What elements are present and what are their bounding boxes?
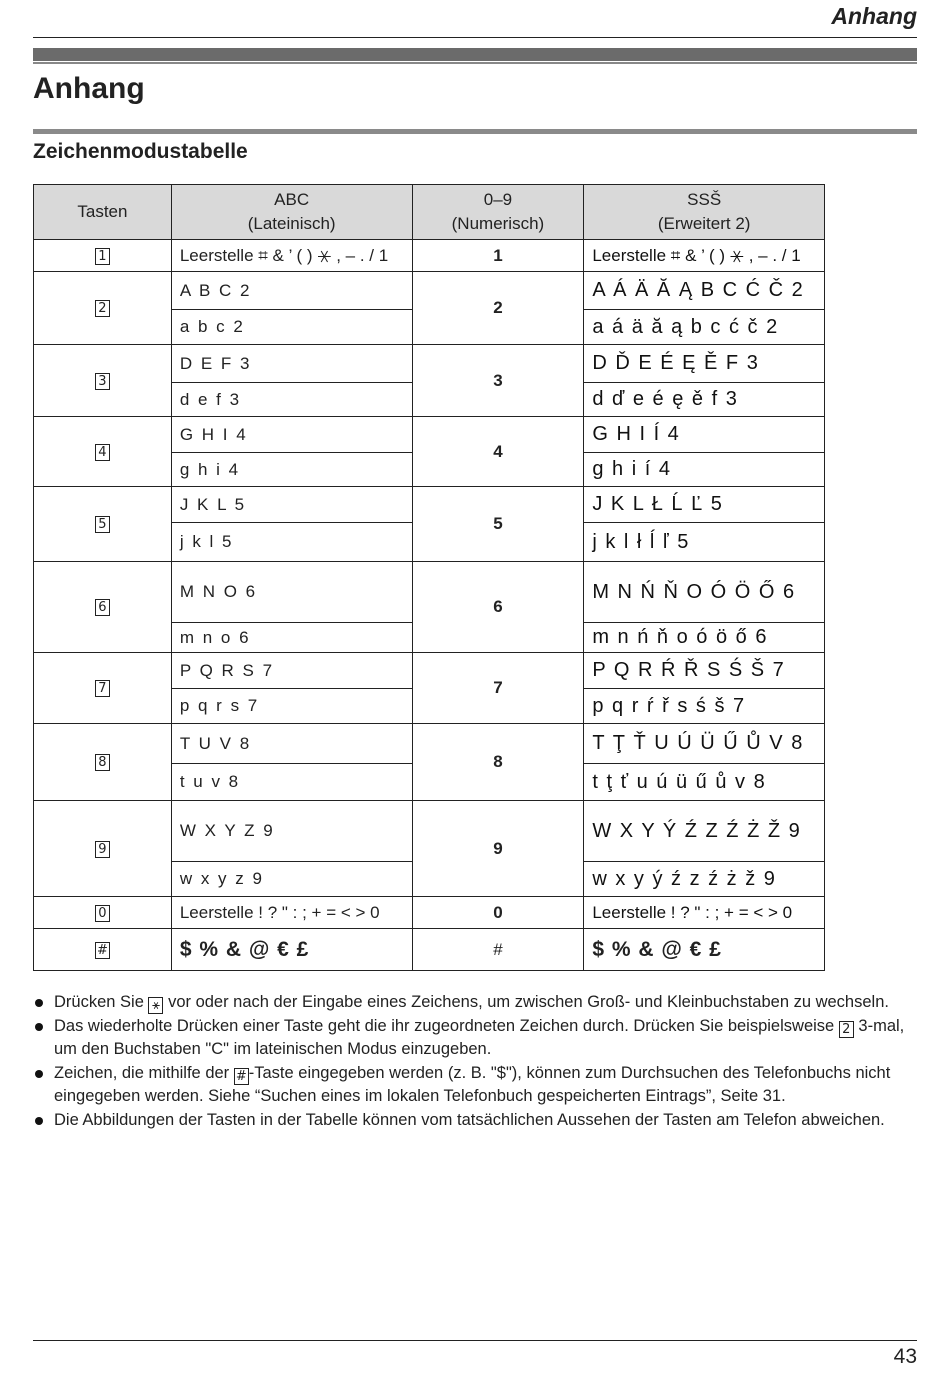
table-row — [34, 487, 825, 523]
extended-lower-cell: a á ä ă ą b c ć č 2 — [584, 310, 825, 345]
numeric-cell: 0 — [412, 897, 584, 929]
extended-lower-cell: j k l ł ĺ ľ 5 — [584, 523, 825, 562]
latin-lower-cell: j k l 5 — [171, 523, 412, 562]
key-3-icon: 3 — [95, 373, 110, 390]
table-row — [34, 653, 825, 689]
extended-upper-cell: J K L Ł Ĺ Ľ 5 — [584, 487, 825, 523]
key-cell — [34, 562, 172, 653]
table-row — [34, 897, 825, 929]
latin-lower-cell: t u v 8 — [171, 764, 412, 801]
numeric-cell: 3 — [412, 345, 584, 417]
key-2-icon: 2 — [95, 300, 110, 317]
note-text: Drücken Sie — [54, 993, 144, 1011]
chapter-title: Anhang — [33, 72, 145, 105]
note-item — [33, 1062, 923, 1109]
table-row — [34, 417, 825, 453]
latin-cell: $ % & @ € £ — [171, 929, 412, 971]
latin-upper-cell: T U V 8 — [171, 724, 412, 764]
header-rule — [33, 37, 917, 38]
key-cell — [34, 653, 172, 724]
header-tasten — [34, 185, 172, 240]
extended-upper-cell: P Q R Ŕ Ř S Ś Š 7 — [584, 653, 825, 689]
note-text: vor oder nach der Eingabe eines Zeichens, um zwischen Groß- und Kleinbuchstaben zu wechseln. — [168, 993, 889, 1011]
table-header-row — [34, 185, 825, 240]
latin-lower-cell: w x y z 9 — [171, 862, 412, 897]
key-cell — [34, 345, 172, 417]
table-row — [34, 929, 825, 971]
key-8-icon: 8 — [95, 754, 110, 771]
numeric-cell: 1 — [412, 240, 584, 272]
header-abc-title: ABC — [274, 190, 310, 209]
table-row — [34, 562, 825, 623]
key-7-icon: 7 — [95, 680, 110, 697]
extended-cell: $ % & @ € £ — [584, 929, 825, 971]
latin-upper-cell: W X Y Z 9 — [171, 801, 412, 862]
notes-list — [33, 991, 923, 1132]
note-text: 3-mal, um den Buchstaben "C" im lateinischen Modus einzugeben. — [54, 1016, 905, 1058]
key-2-inline-icon: 2 — [839, 1021, 854, 1038]
table-row — [34, 724, 825, 764]
extended-upper-cell: D Ď E É Ę Ě F 3 — [584, 345, 825, 383]
extended-upper-cell: T Ţ Ť U Ú Ü Ű Ů V 8 — [584, 724, 825, 764]
header-extended-subtitle: (Erweitert 2) — [657, 214, 751, 233]
latin-cell: Leerstelle ⌗ & ’ ( ) ⚹ , – . / 1 — [171, 240, 412, 272]
key-cell — [34, 801, 172, 897]
key-9-icon: 9 — [95, 841, 110, 858]
header-abc — [171, 185, 412, 240]
latin-upper-cell: D E F 3 — [171, 345, 412, 383]
extended-cell: Leerstelle ! ? " : ; + = < > 0 — [584, 897, 825, 929]
key-cell — [34, 897, 172, 929]
note-text: Die Abbildungen der Tasten in der Tabelle können vom tatsächlichen Aussehen der Tasten am Telefon abweichen. — [54, 1110, 885, 1129]
character-mode-table — [33, 184, 825, 971]
header-extended — [584, 185, 825, 240]
extended-lower-cell: t ţ ť u ú ü ű ů v 8 — [584, 764, 825, 801]
section-rule — [33, 129, 917, 134]
header-tasten-label: Tasten — [77, 202, 128, 221]
key-cell — [34, 724, 172, 801]
numeric-cell: 9 — [412, 801, 584, 897]
extended-upper-cell: A Á Ä Ă Ą B C Ć Č 2 — [584, 272, 825, 310]
numeric-cell: 8 — [412, 724, 584, 801]
key-5-icon: 5 — [95, 516, 110, 533]
extended-lower-cell: m n ń ň o ó ö ő 6 — [584, 623, 825, 653]
extended-upper-cell: W X Y Ý Ź Z Ź Ż Ž 9 — [584, 801, 825, 862]
section-title: Zeichenmodustabelle — [33, 140, 248, 163]
extended-lower-cell: d ď e é ę ě f 3 — [584, 383, 825, 417]
extended-lower-cell: p q r ŕ ř s ś š 7 — [584, 689, 825, 724]
numeric-cell: 4 — [412, 417, 584, 487]
latin-upper-cell: G H I 4 — [171, 417, 412, 453]
latin-lower-cell: m n o 6 — [171, 623, 412, 653]
key-4-icon: 4 — [95, 444, 110, 461]
key-cell — [34, 929, 172, 971]
numeric-cell: 6 — [412, 562, 584, 653]
extended-cell: Leerstelle ⌗ & ’ ( ) ⚹ , – . / 1 — [584, 240, 825, 272]
header-extended-title: SSŠ — [687, 190, 722, 209]
note-text: -Taste eingegeben werden (z. B. "$"), können zum Durchsuchen des Telefonbuchs nicht eingegeben werden. Siehe “Suchen eines im lokalen Telefonbuch gespeicherten Eintrags”, Seite 31. — [54, 1063, 891, 1105]
key-cell — [34, 487, 172, 562]
numeric-cell: 7 — [412, 653, 584, 724]
latin-cell: Leerstelle ! ? " : ; + = < > 0 — [171, 897, 412, 929]
key-0-icon: 0 — [95, 905, 110, 922]
footer-rule — [33, 1340, 917, 1341]
extended-upper-cell: G H I Í 4 — [584, 417, 825, 453]
table-row — [34, 801, 825, 862]
header-numeric-subtitle: (Numerisch) — [451, 214, 545, 233]
latin-lower-cell: d e f 3 — [171, 383, 412, 417]
numeric-cell: 5 — [412, 487, 584, 562]
header-bar-underline — [33, 62, 917, 64]
extended-lower-cell: w x y ý ź z ź ż ž 9 — [584, 862, 825, 897]
latin-upper-cell: J K L 5 — [171, 487, 412, 523]
table-row — [34, 345, 825, 383]
star-key-icon: ⚹ — [148, 997, 163, 1014]
hash-key-icon: # — [234, 1068, 249, 1085]
header-abc-subtitle: (Lateinisch) — [247, 214, 336, 233]
table-row — [34, 272, 825, 310]
numeric-cell: # — [412, 929, 584, 971]
note-item — [33, 1109, 923, 1133]
note-item — [33, 1015, 923, 1062]
key-6-icon: 6 — [95, 599, 110, 616]
header-bar — [33, 48, 917, 61]
note-text: Zeichen, die mithilfe der — [54, 1063, 230, 1082]
key-1-icon: 1 — [95, 248, 110, 265]
key-cell — [34, 240, 172, 272]
key-cell — [34, 272, 172, 345]
table-row — [34, 240, 825, 272]
extended-lower-cell: g h i í 4 — [584, 453, 825, 487]
latin-upper-cell: P Q R S 7 — [171, 653, 412, 689]
key-cell — [34, 417, 172, 487]
note-item — [33, 991, 923, 1015]
latin-lower-cell: g h i 4 — [171, 453, 412, 487]
latin-upper-cell: M N O 6 — [171, 562, 412, 623]
latin-upper-cell: A B C 2 — [171, 272, 412, 310]
latin-lower-cell: a b c 2 — [171, 310, 412, 345]
page-number: 43 — [893, 1345, 917, 1368]
header-numeric-title: 0–9 — [483, 190, 513, 209]
key-hash-icon: # — [95, 942, 110, 959]
header-numeric — [412, 185, 584, 240]
note-text: Das wiederholte Drücken einer Taste geht die ihr zugeordneten Zeichen durch. Drücken Sie beispielsweise — [54, 1016, 835, 1035]
latin-lower-cell: p q r s 7 — [171, 689, 412, 724]
running-header: Anhang — [831, 3, 917, 29]
numeric-cell: 2 — [412, 272, 584, 345]
extended-upper-cell: M N Ń Ň O Ó Ö Ő 6 — [584, 562, 825, 623]
